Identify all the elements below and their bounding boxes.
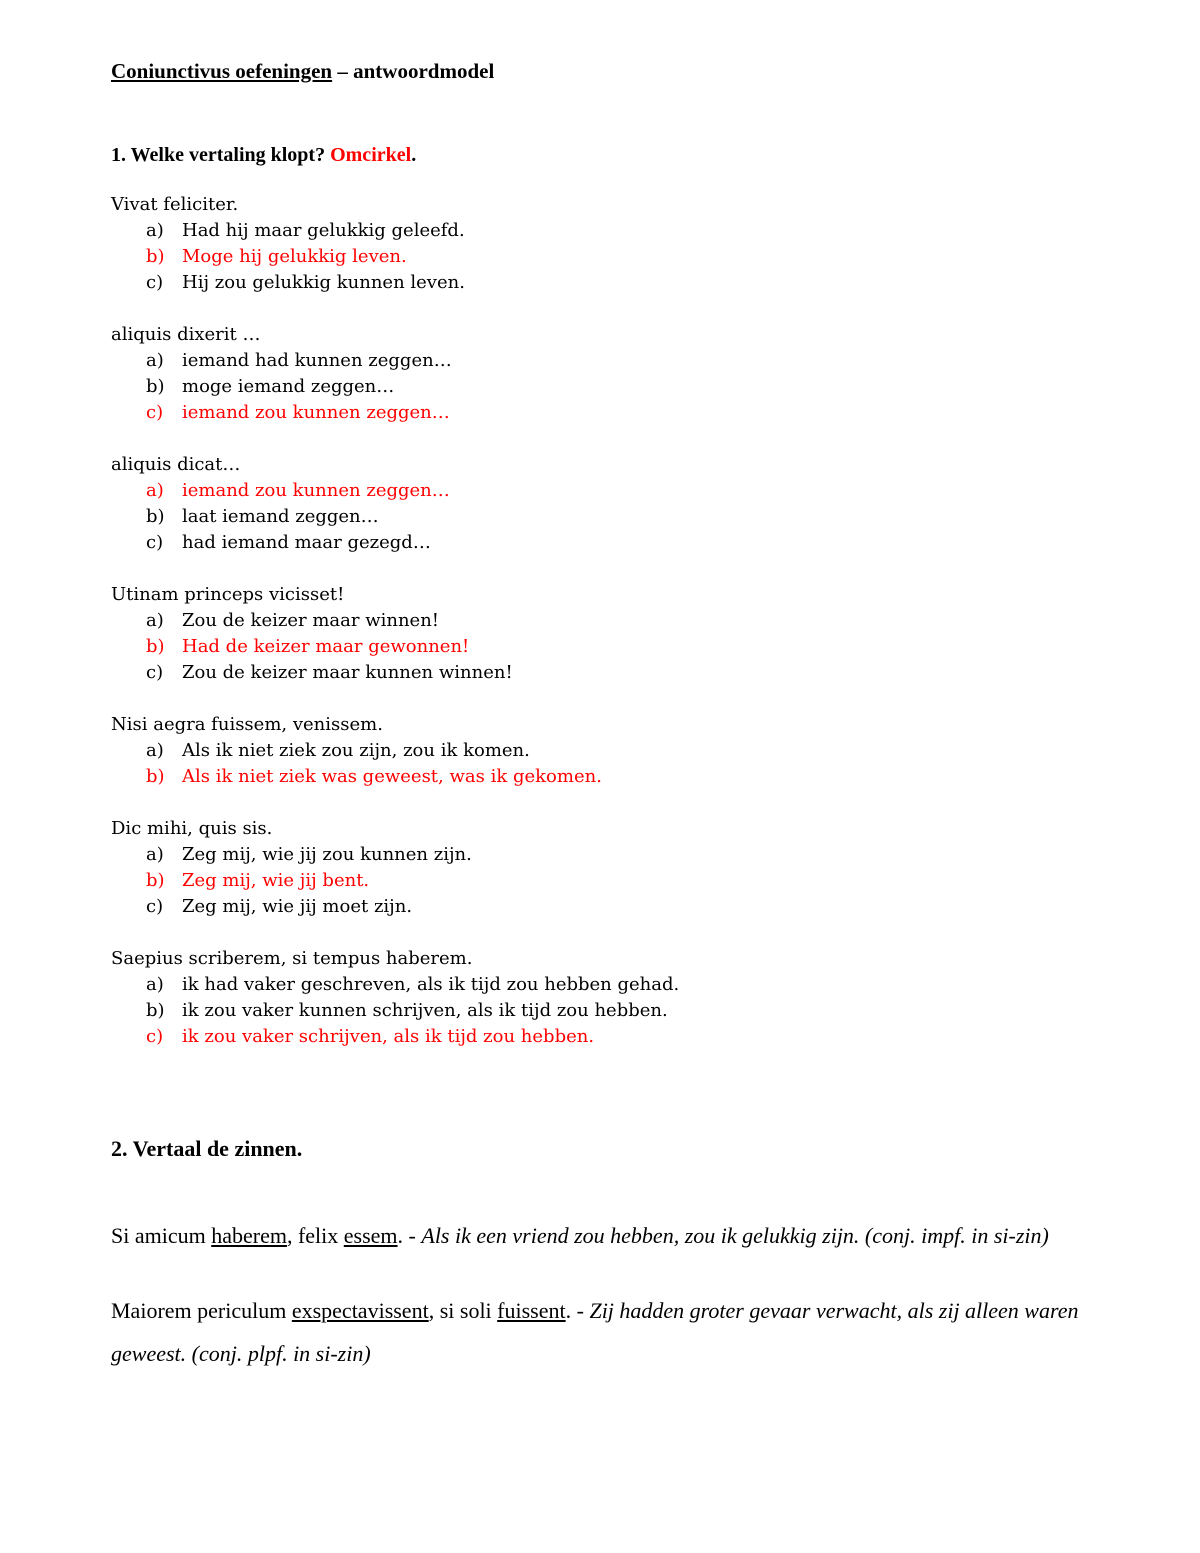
exercise-prompt: Utinam princeps vicisset! [111,584,345,605]
document-title-underlined: Coniunctivus oefeningen [111,59,333,83]
underlined-verb: essem [343,1223,398,1248]
underlined-verb: fuissent [497,1298,566,1323]
option-letter: b) [146,1000,165,1021]
option-letter: c) [146,272,164,293]
option-text: Zou de keizer maar winnen! [182,610,440,631]
option-letter: a) [146,220,164,241]
correct-answer-option [111,868,1111,894]
option-text: ik zou vaker kunnen schrijven, als ik tijd zou hebben. [182,1000,668,1021]
option-text: Had de keizer maar gewonnen! [182,636,470,657]
option-text: Als ik niet ziek was geweest, was ik gekomen. [182,766,602,787]
translation-text: Als ik een vriend zou hebben, zou ik gelukkig zijn. (conj. impf. in si-zin) [421,1223,1049,1248]
option-letter: a) [146,350,164,371]
answer-option [111,998,1111,1024]
exercise-block [111,192,1111,296]
answer-option [111,738,1111,764]
latin-text: Si amicum [111,1223,212,1248]
latin-text: , felix [286,1223,344,1248]
option-letter: c) [146,896,164,917]
option-text: had iemand maar gezegd… [182,532,431,553]
section-1-instruction: Omcirkel [330,144,412,166]
exercise-block [111,712,1111,790]
answer-option [111,608,1111,634]
latin-text: . - [565,1298,590,1323]
option-text: Zeg mij, wie jij bent. [182,870,370,891]
option-text: iemand zou kunnen zeggen… [182,480,450,501]
underlined-verb: exspectavissent [291,1298,429,1323]
option-letter: b) [146,246,165,267]
section-1-instruction-end: . [411,144,417,166]
exercise-prompt: aliquis dixerit … [111,324,261,345]
option-text: Zeg mij, wie jij zou kunnen zijn. [182,844,472,865]
answer-option [111,972,1111,998]
correct-answer-option [111,634,1111,660]
exercise-block [111,816,1111,920]
latin-text: , si soli [428,1298,498,1323]
answer-option [111,530,1111,556]
correct-answer-option [111,400,1111,426]
correct-answer-option [111,478,1111,504]
option-letter: b) [146,506,165,527]
option-letter: b) [146,636,165,657]
answer-option [111,270,1111,296]
exercise-prompt: Saepius scriberem, si tempus haberem. [111,948,473,969]
answer-option [111,660,1111,686]
option-text: moge iemand zeggen… [182,376,395,397]
section-1-heading [111,142,416,168]
option-text: ik had vaker geschreven, als ik tijd zou hebben gehad. [182,974,680,995]
option-text: laat iemand zeggen… [182,506,379,527]
option-letter: a) [146,480,164,501]
option-letter: b) [146,870,165,891]
answer-option [111,894,1111,920]
option-text: ik zou vaker schrijven, als ik tijd zou hebben. [182,1026,595,1047]
answer-option [111,374,1111,400]
document-title [111,58,494,84]
exercise-block [111,322,1111,426]
document-title-rest: – antwoordmodel [332,59,495,83]
option-text: Als ik niet ziek zou zijn, zou ik komen. [182,740,530,761]
option-letter: b) [146,376,165,397]
exercise-prompt: Nisi aegra fuissem, venissem. [111,714,383,735]
exercise-block [111,582,1111,686]
answer-option [111,504,1111,530]
exercise-prompt: aliquis dicat… [111,454,241,475]
section-2-heading: 2. Vertaal de zinnen. [111,1136,303,1161]
option-letter: a) [146,740,164,761]
option-text: Zou de keizer maar kunnen winnen! [182,662,513,683]
correct-answer-option [111,1024,1111,1050]
answer-option [111,348,1111,374]
latin-text: . - [397,1223,422,1248]
option-text: Had hij maar gelukkig geleefd. [182,220,465,241]
option-letter: c) [146,662,164,683]
translation-text: Zij hadden groter gevaar verwacht, als zij alleen waren geweest. (conj. plpf. in si-zin) [111,1298,1079,1366]
option-letter: a) [146,974,164,995]
correct-answer-option [111,244,1111,270]
answer-option [111,218,1111,244]
translation-sentence [111,1214,1086,1257]
sentence-list [111,1214,1086,1375]
latin-text: Maiorem periculum [111,1298,292,1323]
option-text: Moge hij gelukkig leven. [182,246,407,267]
exercise-prompt: Dic mihi, quis sis. [111,818,273,839]
correct-answer-option [111,764,1111,790]
option-letter: c) [146,532,164,553]
translation-sentence [111,1289,1086,1375]
section-1-heading-text: 1. Welke vertaling klopt? [111,144,326,166]
exercise-list [111,192,1111,1050]
option-letter: c) [146,402,164,423]
answer-option [111,842,1111,868]
exercise-block [111,946,1111,1050]
exercise-prompt: Vivat feliciter. [111,194,239,215]
option-text: iemand zou kunnen zeggen… [182,402,450,423]
option-text: Zeg mij, wie jij moet zijn. [182,896,413,917]
option-text: Hij zou gelukkig kunnen leven. [182,272,465,293]
option-letter: b) [146,766,165,787]
option-letter: a) [146,610,164,631]
option-letter: c) [146,1026,164,1047]
exercise-block [111,452,1111,556]
option-text: iemand had kunnen zeggen… [182,350,452,371]
option-letter: a) [146,844,164,865]
underlined-verb: haberem [211,1223,287,1248]
